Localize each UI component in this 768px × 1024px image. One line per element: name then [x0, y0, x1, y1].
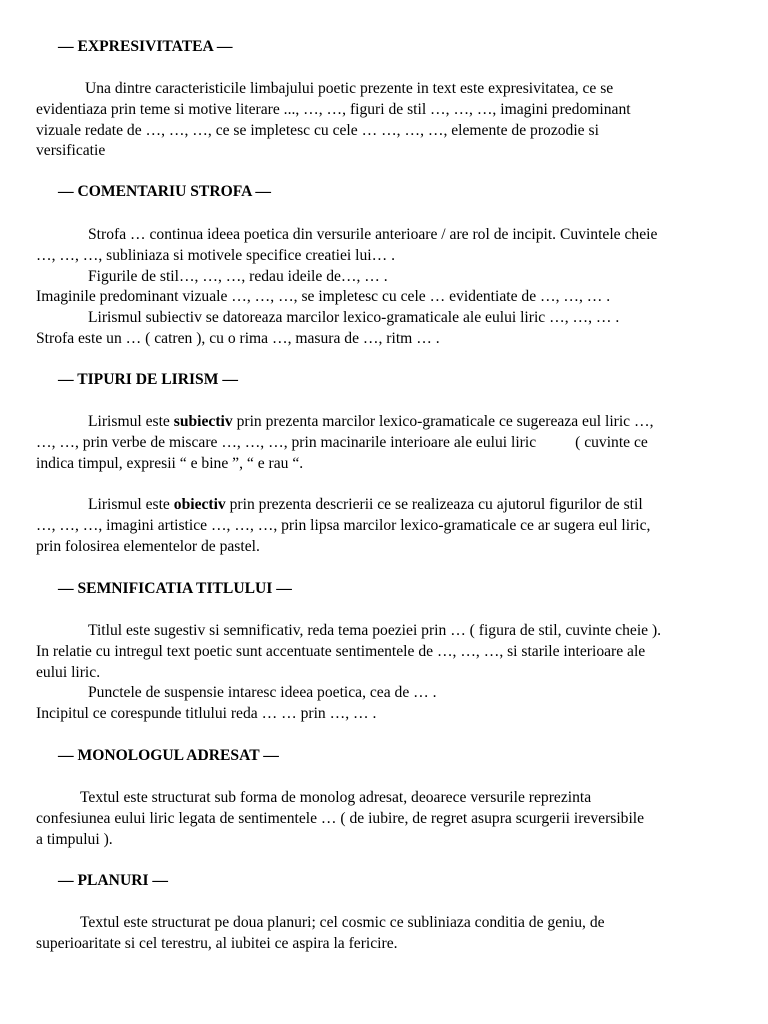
section-heading: — COMENTARIU STROFA — — [58, 183, 271, 200]
text-line: vizuale redate de …, …, …, ce se impletesc cu cele … …, …, …, elemente de prozodie si — [36, 121, 599, 139]
bold-term: obiectiv — [173, 496, 226, 513]
section-semnificatia-titlului — [36, 579, 736, 723]
text-line: Textul este structurat pe doua planuri; cel cosmic ce subliniaza conditia de geniu, de — [80, 914, 605, 931]
text-line: Lirismul subiectiv se datoreaza marcilor lexico-gramaticale ale eului liric …, …, … . — [88, 309, 620, 327]
section-heading: — MONOLOGUL ADRESAT — — [58, 747, 279, 764]
text-line: Incipitul ce corespunde titlului reda … … prin …, … . — [36, 705, 377, 723]
section-heading: — EXPRESIVITATEA — — [58, 38, 233, 55]
text-line: Punctele de suspensie intaresc ideea poetica, cea de … . — [88, 684, 437, 702]
text-line: Figurile de stil…, …, …, redau ideile de…, … . — [88, 267, 388, 285]
section-tipuri-de-lirism — [36, 370, 736, 555]
text-line: …, …, …, imagini artistice …, …, …, prin lipsa marcilor lexico-gramaticale ce ar sugera eul liric, — [36, 516, 651, 534]
paragraph — [36, 225, 736, 350]
text-line: indica timpul, expresii “ e bine ”, “ e rau “. — [36, 454, 304, 472]
text-line: Una dintre caracteristicile limbajului poetic prezente in text este expresivitatea, ce se — [85, 80, 614, 97]
section-comentariu-strofa — [36, 182, 736, 347]
section-planuri — [36, 871, 736, 952]
text-line: evidentiaza prin teme si motive literare ..., …, …, figuri de stil …, …, …, imagini predominant — [36, 100, 631, 118]
paragraph — [36, 79, 736, 162]
section-monologul-adresat — [36, 746, 736, 848]
text-fragment: Lirismul este — [88, 413, 174, 430]
section-heading: — SEMNIFICATIA TITLULUI — — [58, 580, 292, 597]
section-heading: — PLANURI — — [58, 872, 169, 889]
text-line: eului liric. — [36, 663, 101, 681]
text-line: superioaritate si cel terestru, al iubitei ce aspira la fericire. — [36, 934, 398, 952]
section-expresivitatea — [36, 37, 736, 160]
paragraph-subiectiv — [36, 412, 736, 474]
text-fragment: Lirismul este — [88, 496, 174, 513]
section-heading: — TIPURI DE LIRISM — — [58, 371, 238, 388]
text-line: prin folosirea elementelor de pastel. — [36, 537, 260, 555]
text-fragment: prin prezenta descrierii ce se realizeaza cu ajutorul figurilor de stil — [225, 496, 643, 513]
text-line: confesiunea eului liric legata de sentimentele … ( de iubire, de regret asupra scurgerii ireversibile — [36, 809, 645, 827]
text-line: Titlul este sugestiv si semnificativ, reda tema poeziei prin … ( figura de stil, cuvinte cheie ). — [88, 622, 662, 639]
text-line: Strofa … continua ideea poetica din versurile anterioare / are rol de incipit. Cuvintele cheie — [88, 226, 658, 243]
text-line: Textul este structurat sub forma de monolog adresat, deoarece versurile reprezinta — [80, 789, 592, 806]
bold-term: subiectiv — [173, 413, 233, 430]
text-line: versificatie — [36, 142, 106, 160]
text-line: Strofa este un … ( catren ), cu o rima …, masura de …, ritm … . — [36, 329, 440, 347]
paragraph — [36, 913, 736, 955]
paragraph-obiectiv — [36, 495, 736, 557]
text-line: a timpului ). — [36, 830, 113, 848]
paragraph — [36, 621, 736, 725]
text-line: …, …, prin verbe de miscare …, …, …, prin macinarile interioare ale eului liric ( cuvinte ce — [36, 433, 648, 451]
text-line: In relatie cu intregul text poetic sunt accentuate sentimentele de …, …, …, si starile interioare ale — [36, 642, 646, 660]
text-fragment: prin prezenta marcilor lexico-gramaticale ce sugereaza eul liric …, — [232, 413, 654, 430]
text-line: …, …, …, subliniaza si motivele specifice creatiei lui… . — [36, 246, 395, 264]
text-line: Imaginile predominant vizuale …, …, …, se impletesc cu cele … evidentiate de …, …, … . — [36, 288, 611, 306]
text-line — [36, 412, 736, 433]
text-line — [36, 495, 736, 516]
paragraph — [36, 788, 736, 850]
